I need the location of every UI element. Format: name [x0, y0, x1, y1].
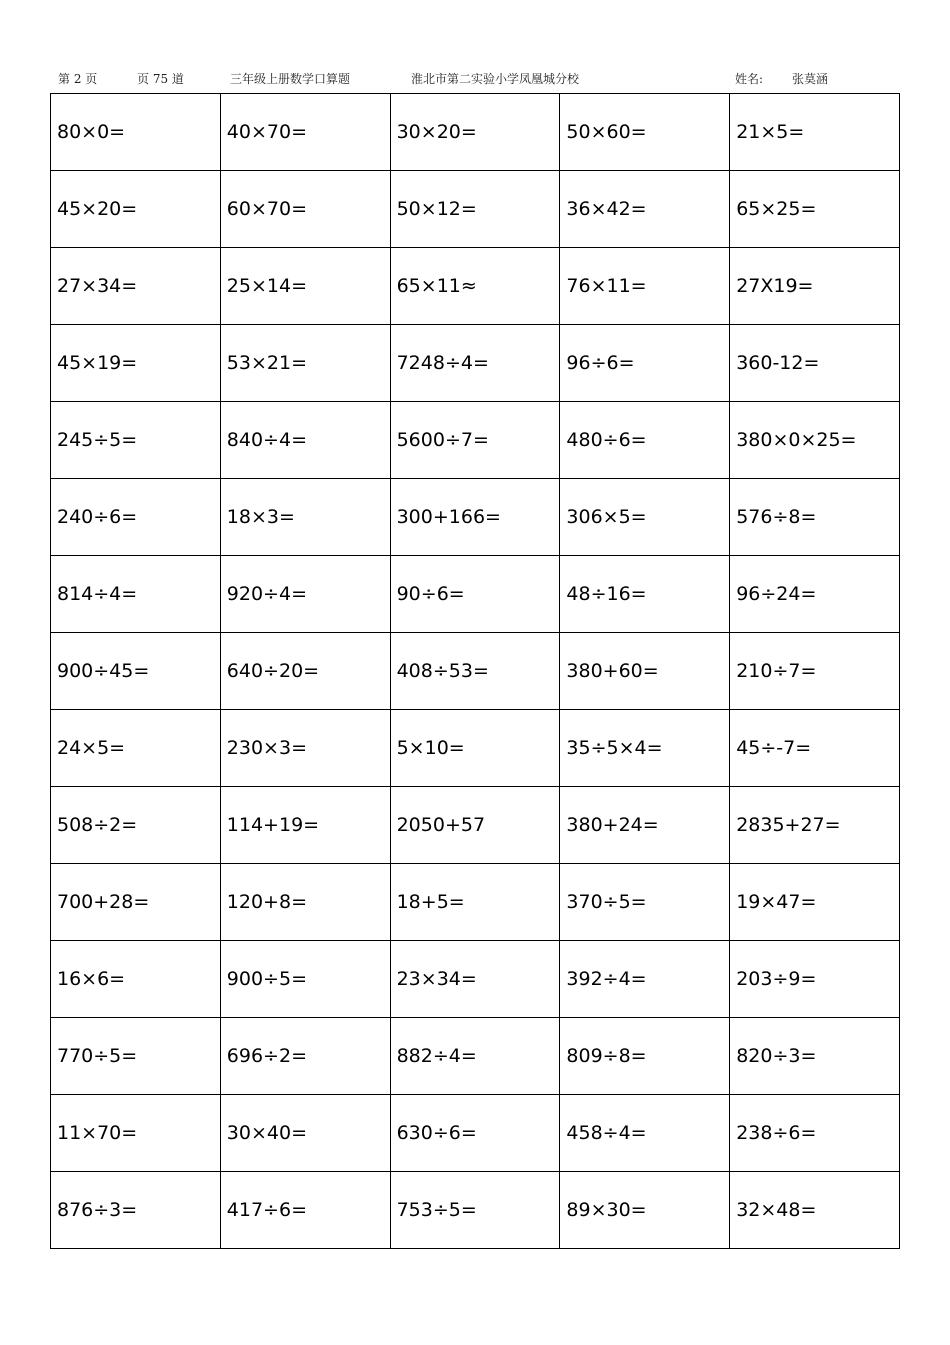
problem-cell: 245÷5= [51, 402, 221, 479]
problem-cell: 770÷5= [51, 1018, 221, 1095]
page-number: 第 2 页 [58, 72, 98, 86]
problem-cell: 80×0= [51, 94, 221, 171]
problem-cell: 50×12= [390, 171, 560, 248]
problem-row [51, 479, 900, 556]
problem-cell: 809÷8= [560, 1018, 730, 1095]
problem-cell: 820÷3= [730, 1018, 900, 1095]
problem-cell: 35÷5×4= [560, 710, 730, 787]
problem-cell: 360-12= [730, 325, 900, 402]
problem-cell: 32×48= [730, 1172, 900, 1249]
problem-cell: 392÷4= [560, 941, 730, 1018]
problem-cell: 380+60= [560, 633, 730, 710]
problem-row [51, 556, 900, 633]
problem-cell: 240÷6= [51, 479, 221, 556]
problem-cell: 90÷6= [390, 556, 560, 633]
problem-cell: 306×5= [560, 479, 730, 556]
problem-cell: 50×60= [560, 94, 730, 171]
problem-cell: 238÷6= [730, 1095, 900, 1172]
question-count: 页 75 道 [137, 72, 184, 86]
problem-cell: 21×5= [730, 94, 900, 171]
problem-cell: 380+24= [560, 787, 730, 864]
problem-cell: 5600÷7= [390, 402, 560, 479]
problem-row [51, 1018, 900, 1095]
problem-row [51, 1095, 900, 1172]
problem-cell: 408÷53= [390, 633, 560, 710]
problem-cell: 480÷6= [560, 402, 730, 479]
worksheet-title: 三年级上册数学口算题 [230, 72, 351, 86]
problem-cell: 18×3= [220, 479, 390, 556]
problem-cell: 370÷5= [560, 864, 730, 941]
problem-cell: 96÷24= [730, 556, 900, 633]
problem-cell: 920÷4= [220, 556, 390, 633]
problem-cell: 203÷9= [730, 941, 900, 1018]
problem-cell: 814÷4= [51, 556, 221, 633]
problem-cell: 120+8= [220, 864, 390, 941]
problem-row [51, 633, 900, 710]
problem-cell: 36×42= [560, 171, 730, 248]
problem-cell: 300+166= [390, 479, 560, 556]
problem-row [51, 710, 900, 787]
problem-cell: 458÷4= [560, 1095, 730, 1172]
problem-cell: 60×70= [220, 171, 390, 248]
problem-cell: 840÷4= [220, 402, 390, 479]
problem-row [51, 941, 900, 1018]
student-name: 张莫涵 [792, 72, 829, 86]
problem-cell: 16×6= [51, 941, 221, 1018]
problem-cell: 27X19= [730, 248, 900, 325]
problem-cell: 882÷4= [390, 1018, 560, 1095]
problem-cell: 2050+57 [390, 787, 560, 864]
problem-cell: 576÷8= [730, 479, 900, 556]
problem-cell: 30×20= [390, 94, 560, 171]
problem-cell: 96÷6= [560, 325, 730, 402]
problem-row [51, 787, 900, 864]
problem-cell: 65×11≈ [390, 248, 560, 325]
problem-cell: 19×47= [730, 864, 900, 941]
problem-cell: 65×25= [730, 171, 900, 248]
problem-row [51, 864, 900, 941]
school-name: 淮北市第二实验小学凤凰城分校 [411, 72, 580, 86]
problem-cell: 45×19= [51, 325, 221, 402]
problem-cell: 900÷45= [51, 633, 221, 710]
problem-cell: 380×0×25= [730, 402, 900, 479]
problem-cell: 89×30= [560, 1172, 730, 1249]
page-header [0, 70, 950, 88]
student-name-label: 姓名: [735, 72, 764, 86]
problem-cell: 45÷-7= [730, 710, 900, 787]
problem-row [51, 402, 900, 479]
problem-cell: 24×5= [51, 710, 221, 787]
problem-cell: 30×40= [220, 1095, 390, 1172]
problem-cell: 696÷2= [220, 1018, 390, 1095]
problem-cell: 23×34= [390, 941, 560, 1018]
problem-cell: 25×14= [220, 248, 390, 325]
problem-cell: 700+28= [51, 864, 221, 941]
problem-cell: 18+5= [390, 864, 560, 941]
problem-cell: 417÷6= [220, 1172, 390, 1249]
problem-cell: 2835+27= [730, 787, 900, 864]
problem-row [51, 325, 900, 402]
problem-row [51, 1172, 900, 1249]
problem-cell: 7248÷4= [390, 325, 560, 402]
problem-cell: 11×70= [51, 1095, 221, 1172]
problem-cell: 76×11= [560, 248, 730, 325]
problem-cell: 900÷5= [220, 941, 390, 1018]
problem-cell: 210÷7= [730, 633, 900, 710]
problem-cell: 40×70= [220, 94, 390, 171]
problem-cell: 114+19= [220, 787, 390, 864]
arithmetic-table [50, 93, 900, 1249]
problem-row [51, 171, 900, 248]
problem-cell: 508÷2= [51, 787, 221, 864]
problem-cell: 27×34= [51, 248, 221, 325]
problem-cell: 230×3= [220, 710, 390, 787]
problem-cell: 630÷6= [390, 1095, 560, 1172]
problem-cell: 753÷5= [390, 1172, 560, 1249]
problem-cell: 5×10= [390, 710, 560, 787]
problem-cell: 876÷3= [51, 1172, 221, 1249]
problem-cell: 640÷20= [220, 633, 390, 710]
problem-row [51, 248, 900, 325]
problem-cell: 53×21= [220, 325, 390, 402]
problem-cell: 48÷16= [560, 556, 730, 633]
problem-row [51, 94, 900, 171]
problem-cell: 45×20= [51, 171, 221, 248]
